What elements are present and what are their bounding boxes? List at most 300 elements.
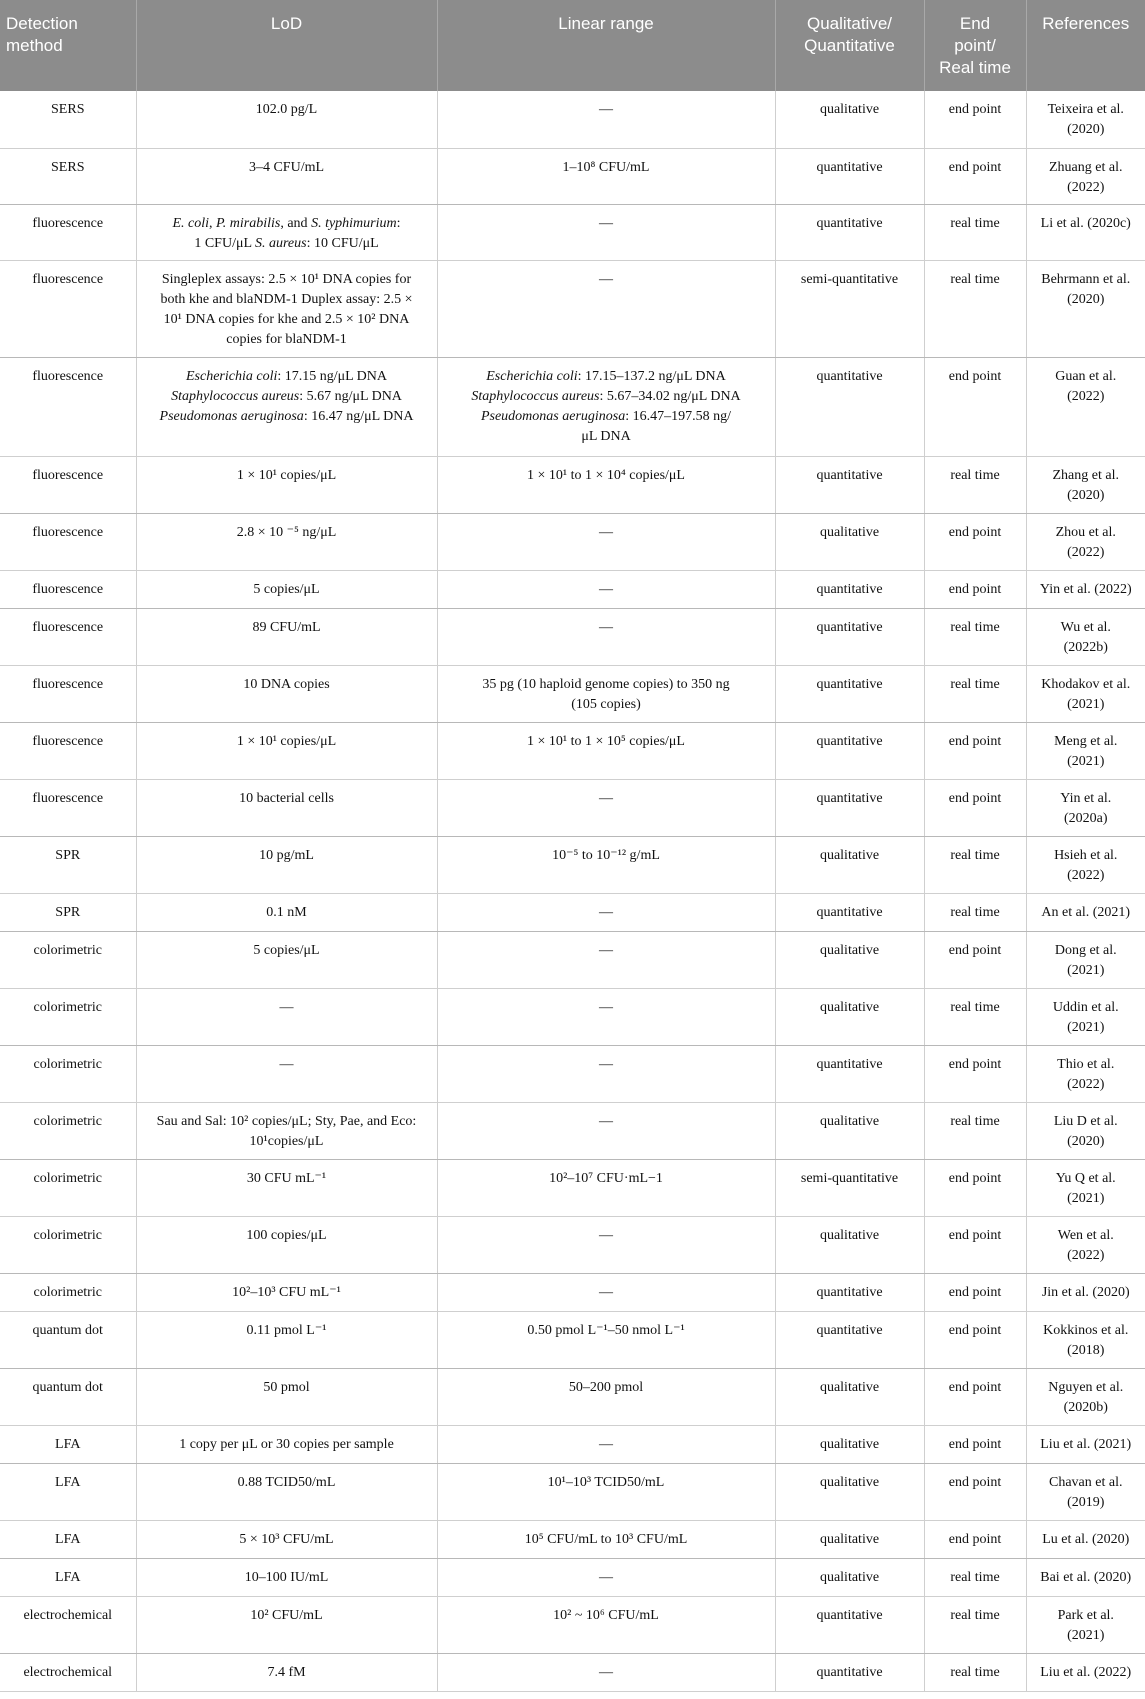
reference-cell-text: Guan et al. [1055, 368, 1117, 384]
end-point-real-time-cell: real time [924, 1558, 1026, 1596]
detection-method-cell: fluorescence [0, 722, 136, 779]
qualitative-quantitative-cell: quantitative [775, 357, 924, 456]
end-point-real-time-cell: end point [924, 1159, 1026, 1216]
reference-cell-text: Teixeira et al. [1047, 102, 1124, 117]
header-text: End [959, 14, 991, 33]
lod-cell-text: 0.1 nM [266, 904, 307, 920]
detection-method-cell: LFA [0, 1425, 136, 1463]
linear-range-cell-text: Escherichia coli: 17.15–137.2 ng/μL DNA [486, 368, 726, 384]
reference-cell-text: (2020) [1067, 291, 1105, 307]
detection-method-cell: fluorescence [0, 513, 136, 570]
linear-range-cell-text: — [599, 999, 613, 1015]
reference-cell [1026, 260, 1145, 357]
header-text: Linear range [558, 14, 654, 33]
lod-cell-text: — [279, 999, 294, 1015]
lod-cell-text: 0.11 pmol L⁻¹ [246, 1322, 327, 1338]
linear-range-cell-text: 0.50 pmol L⁻¹–50 nmol L⁻¹ [527, 1322, 685, 1338]
qualitative-quantitative-cell: quantitative [775, 722, 924, 779]
linear-range-cell [437, 1425, 775, 1463]
linear-range-cell-text: — [599, 904, 613, 920]
qualitative-quantitative-cell: qualitative [775, 91, 924, 148]
linear-range-cell [437, 1102, 775, 1159]
table-row [0, 988, 1145, 1045]
end-point-real-time-cell: end point [924, 357, 1026, 456]
lod-cell-text: Singleplex assays: 2.5 × 10¹ DNA copies for [161, 271, 412, 287]
reference-cell [1026, 1159, 1145, 1216]
lod-cell-text: 7.4 fM [267, 1664, 306, 1680]
linear-range-cell-text: 10¹–10³ TCID50/mL [547, 1474, 665, 1490]
reference-cell [1026, 1425, 1145, 1463]
linear-range-cell-text: — [599, 942, 613, 958]
qualitative-quantitative-cell: qualitative [775, 836, 924, 893]
end-point-real-time-cell: end point [924, 91, 1026, 148]
reference-cell [1026, 1216, 1145, 1273]
linear-range-cell-text: — [599, 1227, 613, 1243]
lod-cell-text: 10 DNA copies [243, 676, 330, 692]
end-point-real-time-cell: real time [924, 1102, 1026, 1159]
linear-range-cell-text: — [599, 1056, 613, 1072]
reference-cell [1026, 1653, 1145, 1691]
linear-range-cell [437, 665, 775, 722]
lod-cell [136, 1653, 437, 1691]
lod-cell-text: 10–100 IU/mL [244, 1569, 329, 1585]
linear-range-cell-text: 1 × 10¹ to 1 × 10⁴ copies/μL [527, 467, 685, 483]
header-detection-method [0, 0, 136, 91]
table-body [0, 91, 1145, 1691]
linear-range-cell-text: — [599, 1284, 613, 1300]
detection-method-cell: SPR [0, 893, 136, 931]
end-point-real-time-cell: end point [924, 722, 1026, 779]
header-text: point/ [954, 36, 996, 55]
reference-cell [1026, 665, 1145, 722]
end-point-real-time-cell: end point [924, 1463, 1026, 1520]
qualitative-quantitative-cell: qualitative [775, 1425, 924, 1463]
end-point-real-time-cell: real time [924, 204, 1026, 260]
table-row [0, 893, 1145, 931]
lod-cell [136, 722, 437, 779]
lod-cell-text: 10 bacterial cells [239, 790, 334, 806]
lod-cell-text: 1 × 10¹ copies/μL [236, 733, 337, 749]
end-point-real-time-cell: end point [924, 1273, 1026, 1311]
reference-cell-text: (2019) [1067, 1494, 1105, 1510]
table-row [0, 570, 1145, 608]
detection-method-cell: colorimetric [0, 931, 136, 988]
end-point-real-time-cell: real time [924, 836, 1026, 893]
reference-cell-text: Liu et al. (2022) [1040, 1664, 1132, 1680]
lod-cell [136, 148, 437, 204]
detection-method-cell: colorimetric [0, 1102, 136, 1159]
detection-method-cell: colorimetric [0, 988, 136, 1045]
reference-cell [1026, 91, 1145, 148]
reference-cell [1026, 513, 1145, 570]
linear-range-cell-text: — [599, 271, 613, 287]
linear-range-cell-text: 35 pg (10 haploid genome copies) to 350 ng [482, 676, 730, 692]
reference-cell-text: Chavan et al. [1049, 1474, 1123, 1490]
reference-cell [1026, 1463, 1145, 1520]
table-row [0, 1368, 1145, 1425]
end-point-real-time-cell: end point [924, 1045, 1026, 1102]
table-header [0, 0, 1145, 91]
table-row [0, 1558, 1145, 1596]
linear-range-cell-text: 10² ~ 10⁶ CFU/mL [553, 1607, 659, 1623]
lod-cell [136, 608, 437, 665]
detection-method-cell: SPR [0, 836, 136, 893]
reference-cell-text: (2021) [1067, 1190, 1105, 1206]
qualitative-quantitative-cell: quantitative [775, 1311, 924, 1368]
qualitative-quantitative-cell: quantitative [775, 608, 924, 665]
detection-method-cell: LFA [0, 1558, 136, 1596]
reference-cell-text: Hsieh et al. [1054, 847, 1118, 863]
reference-cell-text: Wen et al. [1057, 1227, 1114, 1243]
reference-cell-text: (2021) [1067, 696, 1105, 712]
linear-range-cell [437, 722, 775, 779]
detection-method-cell: electrochemical [0, 1596, 136, 1653]
qualitative-quantitative-cell: qualitative [775, 513, 924, 570]
lod-cell [136, 1311, 437, 1368]
header-text: LoD [270, 14, 303, 33]
detection-method-cell: colorimetric [0, 1045, 136, 1102]
table-row [0, 513, 1145, 570]
lod-cell-text: E. coli, P. mirabilis, and S. typhimurium: [172, 215, 401, 231]
table-row [0, 1216, 1145, 1273]
reference-cell [1026, 357, 1145, 456]
reference-cell [1026, 1045, 1145, 1102]
linear-range-cell-text: μL DNA [581, 428, 631, 444]
table-row [0, 1311, 1145, 1368]
detection-method-cell: colorimetric [0, 1216, 136, 1273]
table-row [0, 1596, 1145, 1653]
reference-cell-text: Kokkinos et al. [1043, 1322, 1129, 1338]
qualitative-quantitative-cell: quantitative [775, 665, 924, 722]
linear-range-cell-text: 50–200 pmol [568, 1379, 644, 1395]
lod-cell-text: 50 pmol [263, 1379, 310, 1395]
lod-cell-text: 10¹copies/μL [249, 1133, 324, 1149]
linear-range-cell [437, 456, 775, 513]
reference-cell-text: Lu et al. (2020) [1042, 1531, 1130, 1547]
lod-cell-text: 30 CFU mL⁻¹ [246, 1170, 327, 1186]
qualitative-quantitative-cell: quantitative [775, 779, 924, 836]
header-text: Quantitative [804, 36, 895, 55]
reference-cell-text: Yu Q et al. [1055, 1170, 1116, 1186]
table-row [0, 836, 1145, 893]
linear-range-cell [437, 1273, 775, 1311]
end-point-real-time-cell: real time [924, 260, 1026, 357]
reference-cell [1026, 893, 1145, 931]
reference-cell-text: (2022) [1067, 179, 1105, 195]
lod-cell [136, 1596, 437, 1653]
qualitative-quantitative-cell: quantitative [775, 148, 924, 204]
end-point-real-time-cell: end point [924, 1520, 1026, 1558]
header-qualitative-quantitative [775, 0, 924, 91]
qualitative-quantitative-cell: quantitative [775, 1045, 924, 1102]
detection-method-cell: colorimetric [0, 1159, 136, 1216]
reference-cell [1026, 722, 1145, 779]
linear-range-cell [437, 608, 775, 665]
linear-range-cell [437, 1216, 775, 1273]
lod-cell-text: Sau and Sal: 10² copies/μL; Sty, Pae, and Eco: [156, 1113, 417, 1129]
header-end-point-real-time [924, 0, 1026, 91]
header-text: Real time [939, 58, 1011, 77]
linear-range-cell-text: 1 × 10¹ to 1 × 10⁵ copies/μL [527, 733, 685, 749]
linear-range-cell [437, 1311, 775, 1368]
end-point-real-time-cell: end point [924, 1368, 1026, 1425]
reference-cell-text: Wu et al. [1060, 619, 1111, 635]
reference-cell-text: (2021) [1067, 1627, 1105, 1643]
linear-range-cell-text: (105 copies) [571, 696, 641, 712]
linear-range-cell [437, 260, 775, 357]
linear-range-cell-text: — [599, 1436, 613, 1452]
lod-cell [136, 1520, 437, 1558]
lod-cell-text: 100 copies/μL [246, 1227, 327, 1243]
lod-cell [136, 1368, 437, 1425]
header-lod [136, 0, 437, 91]
end-point-real-time-cell: end point [924, 570, 1026, 608]
lod-cell-text: both khe and blaNDM-1 Duplex assay: 2.5 × [160, 291, 413, 307]
reference-cell [1026, 570, 1145, 608]
reference-cell-text: Zhou et al. [1055, 524, 1116, 540]
end-point-real-time-cell: end point [924, 1311, 1026, 1368]
lod-cell-text: 10² CFU/mL [250, 1607, 323, 1623]
detection-method-cell: SERS [0, 148, 136, 204]
lod-cell-text: Pseudomonas aeruginosa: 16.47 ng/μL DNA [159, 408, 414, 424]
linear-range-cell [437, 1463, 775, 1520]
end-point-real-time-cell: end point [924, 931, 1026, 988]
table-row [0, 456, 1145, 513]
lod-cell [136, 1216, 437, 1273]
reference-cell-text: Park et al. [1057, 1607, 1114, 1623]
lod-cell [136, 1273, 437, 1311]
lod-cell [136, 204, 437, 260]
lod-cell [136, 91, 437, 148]
detection-method-cell: LFA [0, 1520, 136, 1558]
reference-cell-text: Khodakov et al. [1041, 676, 1131, 692]
table-row [0, 260, 1145, 357]
reference-cell [1026, 1558, 1145, 1596]
reference-cell [1026, 836, 1145, 893]
lod-cell-text: 89 CFU/mL [252, 619, 321, 635]
reference-cell-text: Uddin et al. [1052, 999, 1119, 1015]
end-point-real-time-cell: real time [924, 456, 1026, 513]
lod-cell-text: 10¹ DNA copies for khe and 2.5 × 10² DNA [163, 311, 410, 327]
reference-cell [1026, 1273, 1145, 1311]
reference-cell-text: Yin et al. (2022) [1039, 581, 1132, 597]
lod-cell-text: copies for blaNDM-1 [226, 331, 347, 347]
lod-cell [136, 1425, 437, 1463]
linear-range-cell [437, 148, 775, 204]
detection-method-cell: fluorescence [0, 779, 136, 836]
reference-cell-text: (2021) [1067, 962, 1105, 978]
qualitative-quantitative-cell: quantitative [775, 893, 924, 931]
end-point-real-time-cell: real time [924, 988, 1026, 1045]
detection-method-cell: SERS [0, 91, 136, 148]
linear-range-cell-text: 10⁵ CFU/mL to 10³ CFU/mL [524, 1531, 688, 1547]
detection-method-cell: quantum dot [0, 1368, 136, 1425]
lod-cell-text: 10²–10³ CFU mL⁻¹ [232, 1284, 341, 1300]
reference-cell-text: An et al. (2021) [1041, 904, 1131, 920]
header-text: method [6, 36, 63, 55]
lod-cell [136, 1463, 437, 1520]
detection-method-cell: quantum dot [0, 1311, 136, 1368]
reference-cell-text: (2021) [1067, 753, 1105, 769]
qualitative-quantitative-cell: qualitative [775, 1216, 924, 1273]
reference-cell [1026, 988, 1145, 1045]
lod-cell [136, 260, 437, 357]
qualitative-quantitative-cell: qualitative [775, 1558, 924, 1596]
lod-cell-text: 102.0 pg/L [255, 102, 318, 117]
detection-method-cell: electrochemical [0, 1653, 136, 1691]
linear-range-cell-text: — [599, 1569, 613, 1585]
reference-cell [1026, 1596, 1145, 1653]
linear-range-cell [437, 357, 775, 456]
detection-method-cell: fluorescence [0, 204, 136, 260]
lod-cell [136, 665, 437, 722]
table-row [0, 148, 1145, 204]
linear-range-cell-text: — [599, 215, 613, 231]
linear-range-cell [437, 1045, 775, 1102]
lod-cell-text: 5 copies/μL [253, 581, 320, 597]
lod-cell-text: 5 × 10³ CFU/mL [239, 1531, 334, 1547]
header-text: Qualitative/ [806, 14, 893, 33]
linear-range-cell [437, 893, 775, 931]
end-point-real-time-cell: real time [924, 1596, 1026, 1653]
reference-cell-text: Liu D et al. [1053, 1113, 1118, 1129]
reference-cell [1026, 1368, 1145, 1425]
reference-cell [1026, 931, 1145, 988]
reference-cell [1026, 204, 1145, 260]
end-point-real-time-cell: real time [924, 1653, 1026, 1691]
lod-cell-text: Staphylococcus aureus: 5.67 ng/μL DNA [171, 388, 402, 404]
lod-cell-text: 10 pg/mL [259, 847, 314, 863]
linear-range-cell-text: 1–10⁸ CFU/mL [562, 159, 650, 175]
table-row [0, 1463, 1145, 1520]
qualitative-quantitative-cell: qualitative [775, 1368, 924, 1425]
qualitative-quantitative-cell: quantitative [775, 1653, 924, 1691]
reference-cell-text: Zhang et al. [1052, 467, 1119, 483]
reference-cell-text: (2020b) [1063, 1399, 1108, 1415]
end-point-real-time-cell: real time [924, 608, 1026, 665]
reference-cell-text: (2020a) [1063, 810, 1108, 826]
reference-cell-text: Nguyen et al. [1048, 1379, 1124, 1395]
lod-cell-text: — [279, 1056, 294, 1072]
linear-range-cell [437, 1596, 775, 1653]
table-row [0, 665, 1145, 722]
lod-cell-text: 5 copies/μL [253, 942, 320, 958]
qualitative-quantitative-cell: quantitative [775, 1596, 924, 1653]
lod-cell-text: 1 CFU/μL S. aureus: 10 CFU/μL [194, 235, 379, 251]
qualitative-quantitative-cell: qualitative [775, 1520, 924, 1558]
linear-range-cell [437, 570, 775, 608]
qualitative-quantitative-cell: quantitative [775, 1273, 924, 1311]
reference-cell-text: Liu et al. (2021) [1040, 1436, 1132, 1452]
reference-cell-text: (2022) [1067, 1247, 1105, 1263]
table-row [0, 204, 1145, 260]
reference-cell [1026, 148, 1145, 204]
table-row [0, 1653, 1145, 1691]
qualitative-quantitative-cell: semi-quantitative [775, 1159, 924, 1216]
lod-cell [136, 1558, 437, 1596]
linear-range-cell-text: — [599, 581, 613, 597]
table-row [0, 931, 1145, 988]
reference-cell-text: Thio et al. [1057, 1056, 1115, 1072]
lod-cell-text: 1 copy per μL or 30 copies per sample [179, 1436, 394, 1452]
qualitative-quantitative-cell: quantitative [775, 570, 924, 608]
table-row [0, 1045, 1145, 1102]
reference-cell [1026, 456, 1145, 513]
lod-cell [136, 570, 437, 608]
table-row [0, 1102, 1145, 1159]
qualitative-quantitative-cell: qualitative [775, 1102, 924, 1159]
linear-range-cell [437, 204, 775, 260]
linear-range-cell [437, 1368, 775, 1425]
detection-method-cell: fluorescence [0, 357, 136, 456]
table-row [0, 722, 1145, 779]
linear-range-cell [437, 1653, 775, 1691]
qualitative-quantitative-cell: semi-quantitative [775, 260, 924, 357]
linear-range-cell [437, 779, 775, 836]
lod-cell [136, 456, 437, 513]
reference-cell-text: (2022) [1067, 867, 1105, 883]
lod-cell [136, 779, 437, 836]
detection-method-cell: colorimetric [0, 1273, 136, 1311]
lod-cell-text: 2.8 × 10 ⁻⁵ ng/μL [236, 524, 337, 540]
linear-range-cell-text: Staphylococcus aureus: 5.67–34.02 ng/μL DNA [471, 388, 741, 404]
reference-cell-text: (2022) [1067, 544, 1105, 560]
linear-range-cell [437, 1558, 775, 1596]
table-row [0, 1520, 1145, 1558]
linear-range-cell [437, 988, 775, 1045]
reference-cell-text: Dong et al. [1054, 942, 1117, 958]
table-row [0, 1273, 1145, 1311]
lod-cell [136, 1102, 437, 1159]
lod-cell [136, 893, 437, 931]
reference-cell [1026, 608, 1145, 665]
reference-cell-text: (2022) [1067, 1076, 1105, 1092]
linear-range-cell-text: — [599, 102, 613, 117]
reference-cell-text: (2022) [1067, 388, 1105, 404]
linear-range-cell-text: 10²–10⁷ CFU·mL−1 [549, 1170, 663, 1186]
table-row [0, 91, 1145, 148]
reference-cell [1026, 779, 1145, 836]
reference-cell [1026, 1102, 1145, 1159]
qualitative-quantitative-cell: qualitative [775, 988, 924, 1045]
linear-range-cell [437, 836, 775, 893]
linear-range-cell-text: — [599, 790, 613, 806]
end-point-real-time-cell: end point [924, 1216, 1026, 1273]
linear-range-cell-text: — [599, 524, 613, 540]
reference-cell-text: Jin et al. (2020) [1041, 1284, 1130, 1300]
lod-cell [136, 1159, 437, 1216]
lod-cell-text: 0.88 TCID50/mL [237, 1474, 336, 1490]
reference-cell-text: (2022b) [1063, 639, 1108, 655]
linear-range-cell [437, 91, 775, 148]
end-point-real-time-cell: end point [924, 779, 1026, 836]
lod-cell [136, 931, 437, 988]
reference-cell-text: (2020) [1067, 487, 1105, 503]
reference-cell-text: Behrmann et al. [1041, 271, 1131, 287]
table-row [0, 1425, 1145, 1463]
header-linear-range [437, 0, 775, 91]
linear-range-cell-text: Pseudomonas aeruginosa: 16.47–197.58 ng/ [480, 408, 732, 424]
reference-cell-text: (2018) [1067, 1342, 1105, 1358]
lod-cell [136, 1045, 437, 1102]
lod-cell-text: Escherichia coli: 17.15 ng/μL DNA [185, 368, 388, 384]
reference-cell-text: (2020) [1067, 1133, 1105, 1149]
end-point-real-time-cell: end point [924, 513, 1026, 570]
lod-cell [136, 513, 437, 570]
lod-cell [136, 357, 437, 456]
header-row [0, 0, 1145, 91]
reference-cell-text: Bai et al. (2020) [1040, 1569, 1132, 1585]
